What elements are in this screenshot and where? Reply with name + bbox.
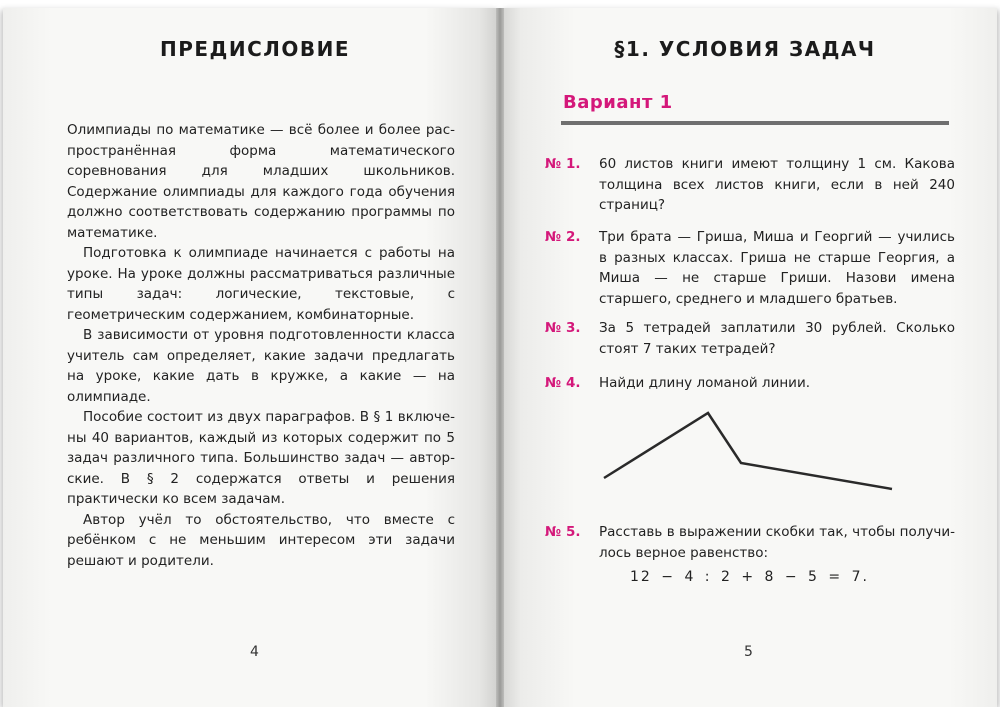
task-number: № 4. [545, 375, 581, 391]
task-number: № 2. [545, 229, 581, 245]
preface-paragraph: Подготовка к олимпиаде начинается с работы на уроке. На уроке должны рассматриваться различные типы задач: логические, текстовые, с геометрическим содержанием, комбинаторные. [67, 245, 455, 323]
broken-line [604, 413, 892, 489]
preface-title: ПРЕДИСЛОВИЕ [159, 37, 351, 61]
section-title: §1. УСЛОВИЯ ЗАДАЧ [614, 37, 876, 61]
variant-heading: Вариант 1 [563, 92, 673, 113]
preface-paragraph: Олимпиады по математике — всё более и более распространённая форма математического соревнования для младших школьников. Содержание олимпиады для каждого года обучения должно соответствовать содержанию программы по математике. [67, 122, 455, 241]
preface-paragraph: Автор учёл то обстоятельство, что вместе с ребёнком с не меньшим интересом эти задачи решают и родители. [67, 511, 455, 569]
preface-paragraph: В зависимости от уровня подготовленности класса учитель сам определяет, какие задачи предлагать на уроке, какие дать в кружке, а какие — на олимпиаде. [67, 327, 455, 405]
task-text: Расставь в выражении скобки так, чтобы получилось верное равенство: [599, 524, 955, 561]
task-text: Три брата — Гриша, Миша и Георгий — учились в разных классах. Гриша не старше Георгия, а Миша — не старше Гриши. Назови имена старшего, среднего и младшего братьев. [599, 229, 955, 307]
preface-paragraph: Пособие состоит из двух параграфов. В § 1 включены 40 вариантов, каждый из которых содержит по 5 задач различного типа. Большинство задач — авторские. В § 2 содержатся ответы и решения практически ко всем задачам. [67, 409, 455, 507]
equation: 12 − 4 : 2 + 8 − 5 = 7. [630, 569, 869, 585]
task-text: 60 листов книги имеют толщину 1 см. Какова толщина всех листов книги, если в ней 240 страниц? [599, 156, 955, 213]
task-text: Найди длину ломаной линии. [599, 375, 811, 391]
task-number: № 5. [545, 524, 581, 540]
task-5 [545, 522, 955, 563]
page-number-left: 4 [250, 644, 259, 660]
page-number-right: 5 [744, 644, 753, 660]
task-number: № 3. [545, 320, 581, 336]
task-text: За 5 тетрадей заплатили 30 рублей. Сколько стоят 7 таких тетрадей? [599, 320, 955, 357]
task-number: № 1. [545, 156, 581, 172]
